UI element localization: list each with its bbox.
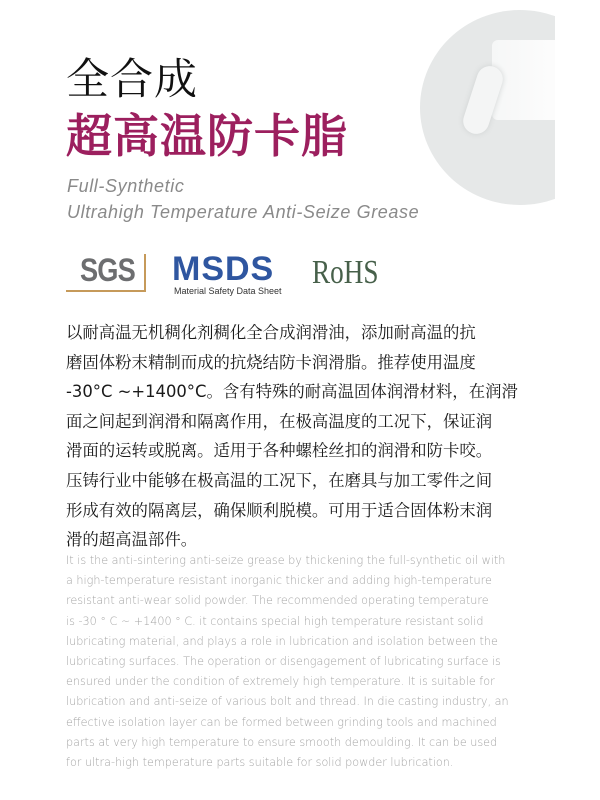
cn-line: 形成有效的隔离层，确保顺利脱模。可用于适合固体粉末润 xyxy=(66,500,493,520)
msds-logo-text: MSDS xyxy=(172,250,275,288)
en-line: lubrication and anti-seize of various bolt and thread. In die casting industry, an xyxy=(66,695,509,709)
cn-line: 压铸行业中能够在极高温的工况下，在磨具与加工零件之间 xyxy=(66,470,493,490)
cn-line: -30°C ~+1400°C。含有特殊的耐高温固体润滑材料，在润滑 xyxy=(66,382,518,402)
description-chinese xyxy=(66,318,556,555)
sgs-logo-rule-vertical xyxy=(144,254,146,292)
en-line: a high-temperature resistant inorganic thicker and adding high-temperature xyxy=(66,574,492,588)
title-line-2: 超高温防卡脂 xyxy=(66,109,348,163)
msds-logo-caption: Material Safety Data Sheet xyxy=(174,286,282,296)
subtitle-line-2: Ultrahigh Temperature Anti-Seize Grease xyxy=(67,202,420,222)
msds-logo xyxy=(172,252,282,296)
subtitle-line-1: Full-Synthetic xyxy=(67,176,185,196)
sgs-logo xyxy=(66,252,148,294)
cn-line: 滑的超高温部件。 xyxy=(66,530,198,550)
cn-line: 面之间起到润滑和隔离作用，在极高温度的工况下，保证润 xyxy=(66,411,493,431)
en-line: lubricating surfaces. The operation or disengagement of lubricating surface is xyxy=(66,655,501,669)
en-line: lubricating material, and plays a role in lubrication and isolation between the xyxy=(66,634,498,648)
en-line: effective isolation layer can be formed between grinding tools and machined xyxy=(66,715,497,729)
en-line: is -30 ° C ~ +1400 ° C. it contains special high temperature resistant solid xyxy=(66,614,484,628)
title-line-1: 全合成 xyxy=(66,55,198,105)
en-line: ensured under the condition of extremely high temperature. It is suitable for xyxy=(66,675,495,689)
sgs-logo-rule xyxy=(66,290,146,292)
sgs-logo-text: SGS xyxy=(80,252,135,288)
en-line: It is the anti-sintering anti-seize grease by thickening the full-synthetic oil with xyxy=(66,554,506,567)
cn-line: 滑面的运转或脱离。适用于各种螺栓丝扣的润滑和防卡咬。 xyxy=(66,441,493,461)
cn-line: 磨固体粉末精制而成的抗烧结防卡润滑脂。推荐使用温度 xyxy=(66,352,476,372)
cn-line: 以耐高温无机稠化剂稠化全合成润滑油，添加耐高温的抗 xyxy=(66,323,476,342)
en-line: for ultra-high temperature parts suitable for solid powder lubrication. xyxy=(66,756,454,770)
en-line: parts at very high temperature to ensure smooth demoulding. It can be used xyxy=(66,735,498,749)
rohs-logo: RoHS xyxy=(312,254,379,291)
description-english xyxy=(66,551,546,773)
en-line: resistant anti-wear solid powder. The recommended operating temperature xyxy=(66,594,489,608)
